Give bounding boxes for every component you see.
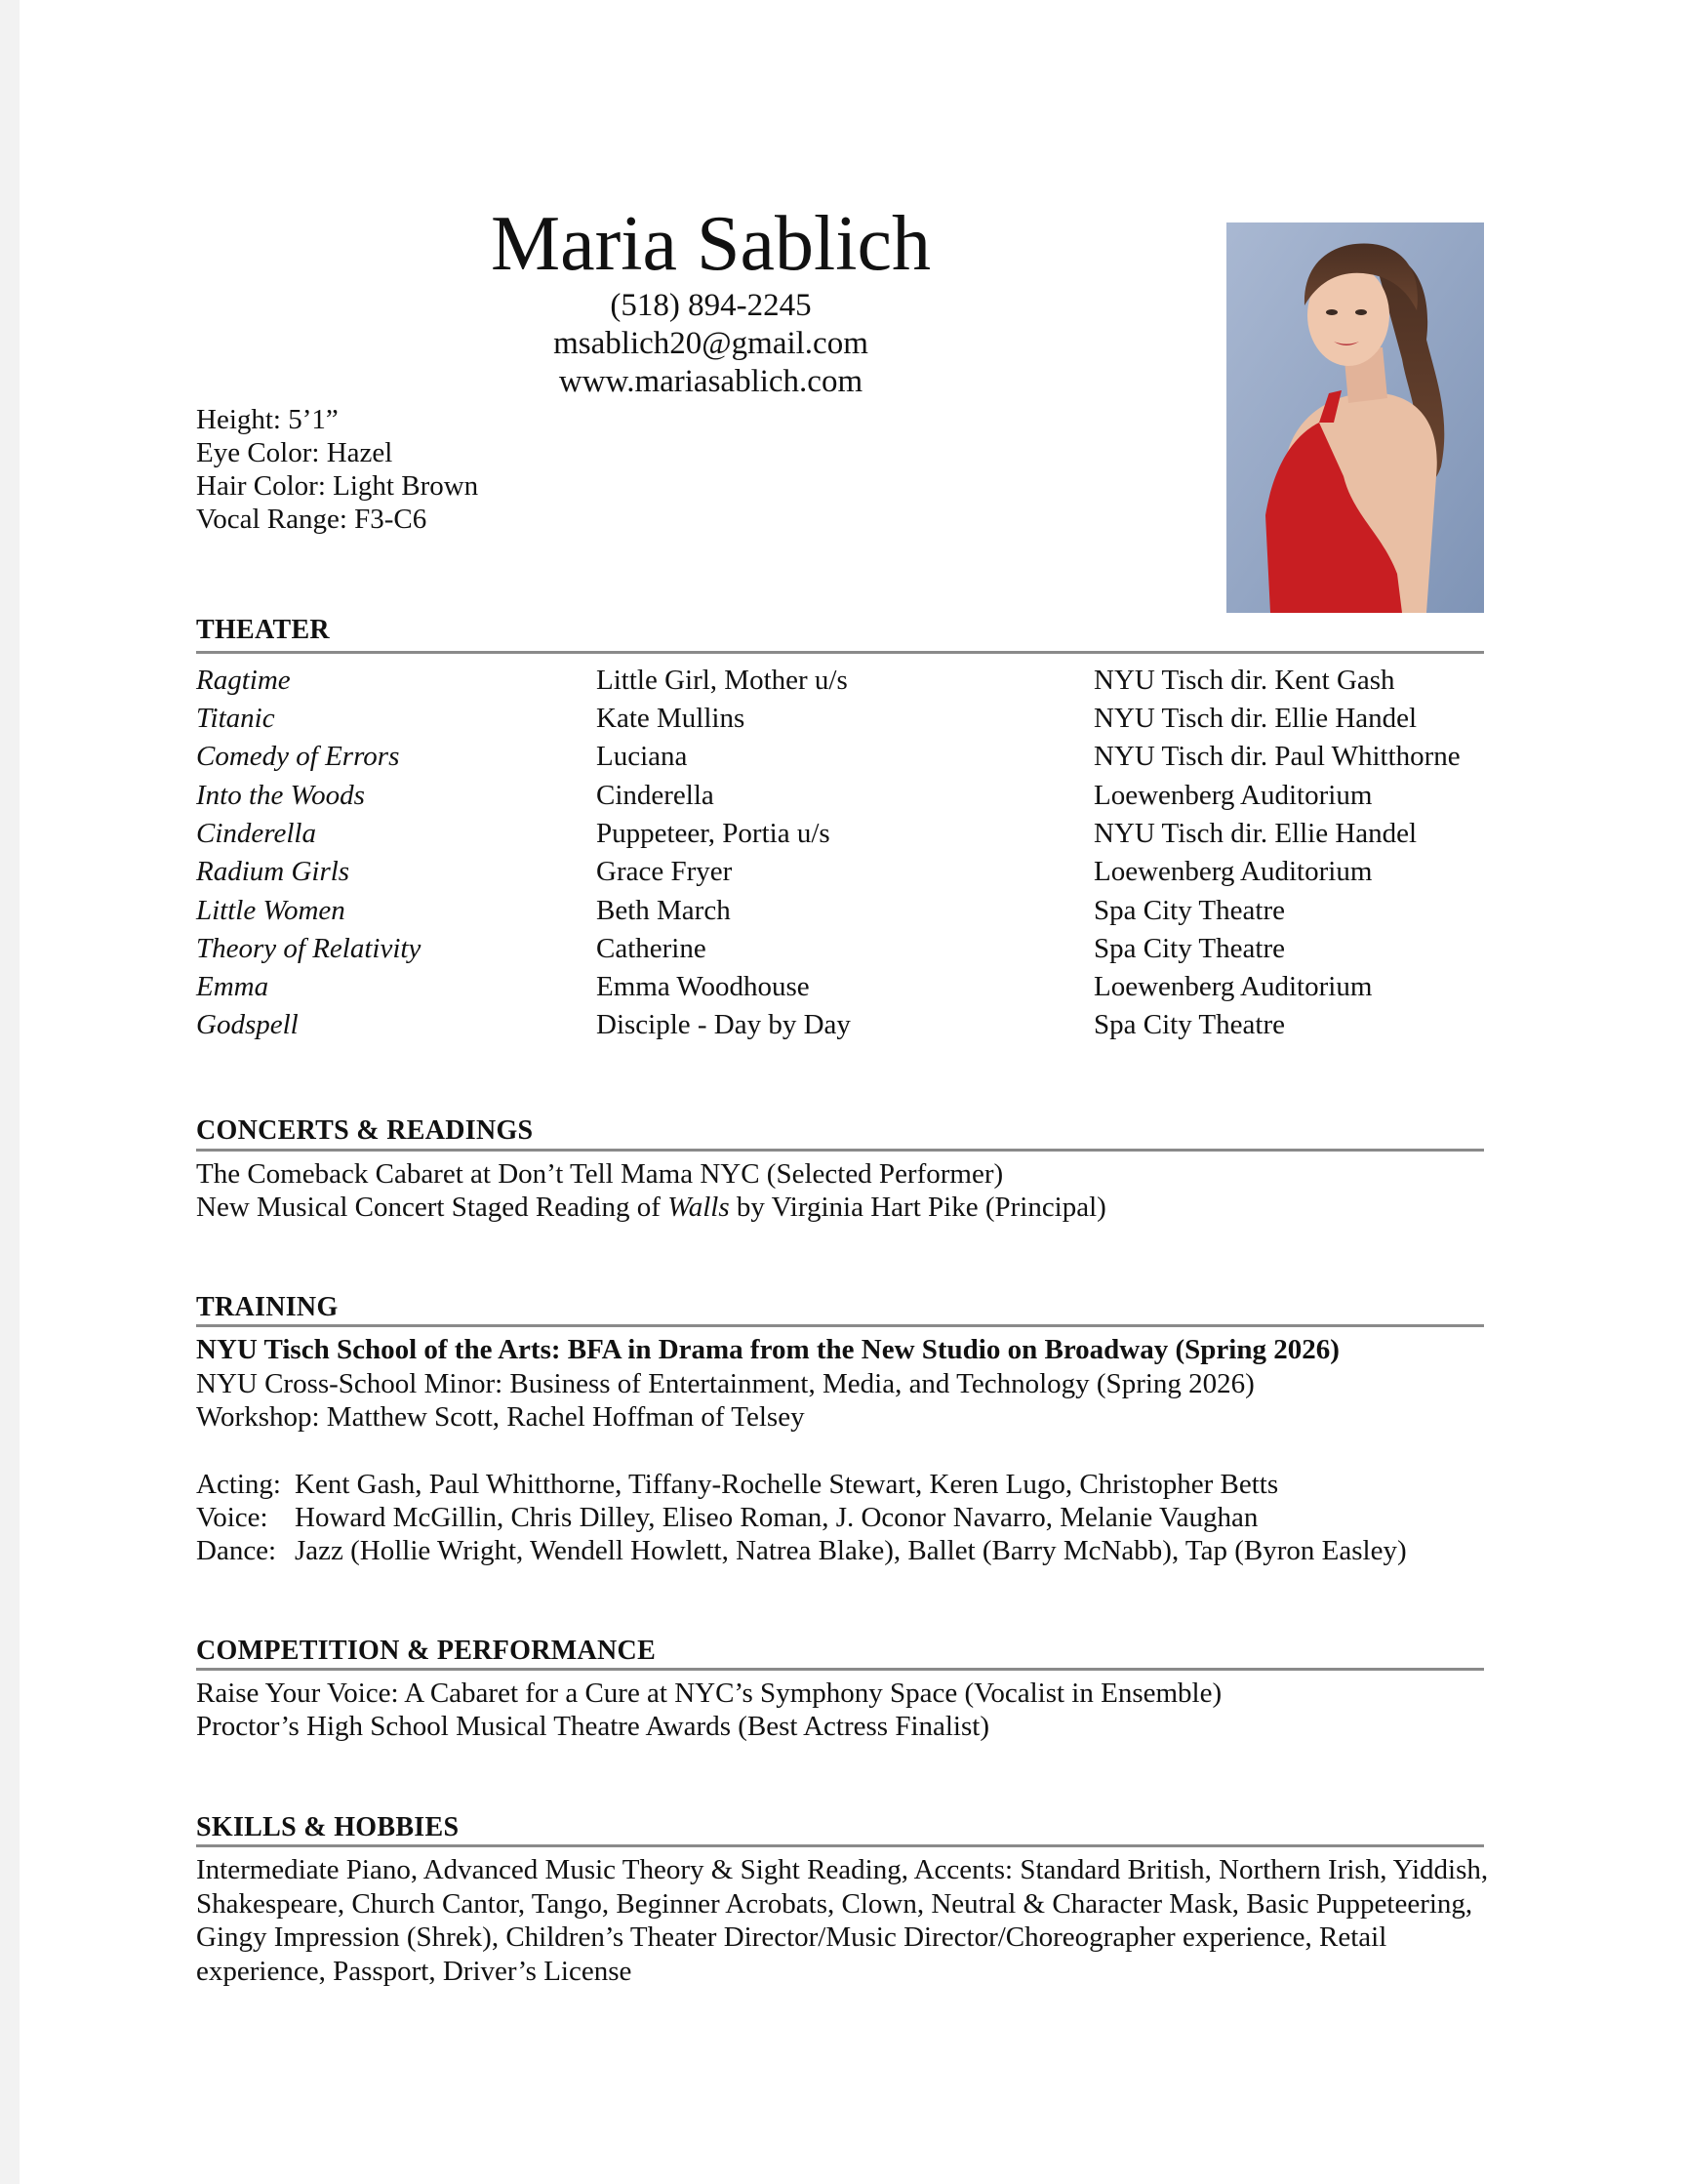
competition-heading: COMPETITION & PERFORMANCE <box>196 1636 657 1666</box>
headshot-photo <box>1226 222 1484 613</box>
concert-title-italic: Walls <box>667 1192 730 1223</box>
theater-venue: Spa City Theatre <box>1094 933 1285 964</box>
competition-divider <box>196 1668 1484 1671</box>
theater-role: Grace Fryer <box>596 856 733 887</box>
theater-show: Into the Woods <box>196 780 365 811</box>
concert-item: The Comeback Cabaret at Don’t Tell Mama NYC (Selected Performer) <box>196 1158 1004 1190</box>
theater-show: Emma <box>196 971 269 1002</box>
theater-role: Cinderella <box>596 780 714 811</box>
concerts-divider <box>196 1149 1484 1152</box>
theater-heading: THEATER <box>196 615 330 645</box>
theater-role: Luciana <box>596 741 688 772</box>
eye-color-stat: Eye Color: Hazel <box>196 437 393 468</box>
theater-role: Catherine <box>596 933 706 964</box>
training-minor: NYU Cross-School Minor: Business of Entertainment, Media, and Technology (Spring 2026) <box>196 1368 1255 1399</box>
dance-label: Dance: <box>196 1535 277 1566</box>
training-dance <box>196 1534 1407 1568</box>
training-voice <box>196 1501 1258 1535</box>
phone-number: (518) 894-2245 <box>610 288 812 323</box>
resume-name: Maria Sablich <box>491 201 931 287</box>
competition-item: Raise Your Voice: A Cabaret for a Cure at NYC’s Symphony Space (Vocalist in Ensemble) <box>196 1678 1223 1709</box>
skills-divider <box>196 1844 1484 1847</box>
training-divider <box>196 1324 1484 1327</box>
theater-venue: NYU Tisch dir. Paul Whitthorne <box>1094 741 1461 772</box>
theater-show: Little Women <box>196 895 345 926</box>
concert-item <box>196 1191 1106 1225</box>
acting-label: Acting: <box>196 1469 281 1500</box>
website-url: www.mariasablich.com <box>558 364 863 399</box>
hair-color-stat: Hair Color: Light Brown <box>196 470 479 502</box>
training-degree: NYU Tisch School of the Arts: BFA in Drama from the New Studio on Broadway (Spring 2026) <box>196 1334 1340 1365</box>
theater-show: Godspell <box>196 1009 299 1040</box>
voice-teachers: Howard McGillin, Chris Dilley, Eliseo Roman, J. Oconor Navarro, Melanie Vaughan <box>295 1502 1259 1533</box>
vocal-range-stat: Vocal Range: F3-C6 <box>196 504 427 535</box>
theater-venue: Loewenberg Auditorium <box>1094 780 1373 811</box>
theater-venue: Spa City Theatre <box>1094 895 1285 926</box>
theater-role: Little Girl, Mother u/s <box>596 665 848 696</box>
resume-page <box>20 0 1685 2184</box>
voice-label: Voice: <box>196 1502 268 1533</box>
theater-divider <box>196 651 1484 654</box>
theater-venue: Loewenberg Auditorium <box>1094 856 1373 887</box>
theater-role: Emma Woodhouse <box>596 971 810 1002</box>
theater-show: Titanic <box>196 703 275 734</box>
theater-role: Kate Mullins <box>596 703 745 734</box>
concert-text: by Virginia Hart Pike (Principal) <box>729 1192 1106 1223</box>
theater-role: Beth March <box>596 895 731 926</box>
theater-venue: NYU Tisch dir. Kent Gash <box>1094 665 1395 696</box>
concerts-heading: CONCERTS & READINGS <box>196 1115 534 1146</box>
theater-venue: NYU Tisch dir. Ellie Handel <box>1094 818 1418 849</box>
acting-teachers: Kent Gash, Paul Whitthorne, Tiffany-Rochelle Stewart, Keren Lugo, Christopher Betts <box>295 1469 1279 1500</box>
theater-venue: Spa City Theatre <box>1094 1009 1285 1040</box>
theater-show: Comedy of Errors <box>196 741 400 772</box>
training-workshop: Workshop: Matthew Scott, Rachel Hoffman of Telsey <box>196 1401 805 1433</box>
skills-text: Intermediate Piano, Advanced Music Theory & Sight Reading, Accents: Standard British, Northern Irish, Yiddish, Shakespeare, Church Cantor, Tango, Beginner Acrobats, Clown, Neutral & Character Mask, Basic Puppeteering, Gingy Impression (Shrek), Children’s Theater Director/Music Director/Choreographer experience, Retail experience, Passport, Driver’s License <box>196 1854 1489 1987</box>
training-acting <box>196 1468 1278 1502</box>
theater-venue: Loewenberg Auditorium <box>1094 971 1373 1002</box>
skills-heading: SKILLS & HOBBIES <box>196 1812 460 1842</box>
theater-show: Ragtime <box>196 665 291 696</box>
theater-show: Theory of Relativity <box>196 933 421 964</box>
dance-teachers: Jazz (Hollie Wright, Wendell Howlett, Natrea Blake), Ballet (Barry McNabb), Tap (Byron Easley) <box>295 1535 1407 1566</box>
training-heading: TRAINING <box>196 1292 339 1322</box>
theater-show: Radium Girls <box>196 856 350 887</box>
theater-role: Disciple - Day by Day <box>596 1009 851 1040</box>
competition-item: Proctor’s High School Musical Theatre Awards (Best Actress Finalist) <box>196 1711 989 1742</box>
theater-venue: NYU Tisch dir. Ellie Handel <box>1094 703 1418 734</box>
theater-role: Puppeteer, Portia u/s <box>596 818 830 849</box>
theater-show: Cinderella <box>196 818 316 849</box>
headshot-illustration <box>1226 222 1484 613</box>
height-stat: Height: 5’1” <box>196 404 339 435</box>
email-address: msablich20@gmail.com <box>553 326 868 361</box>
concert-text: New Musical Concert Staged Reading of <box>196 1192 668 1223</box>
